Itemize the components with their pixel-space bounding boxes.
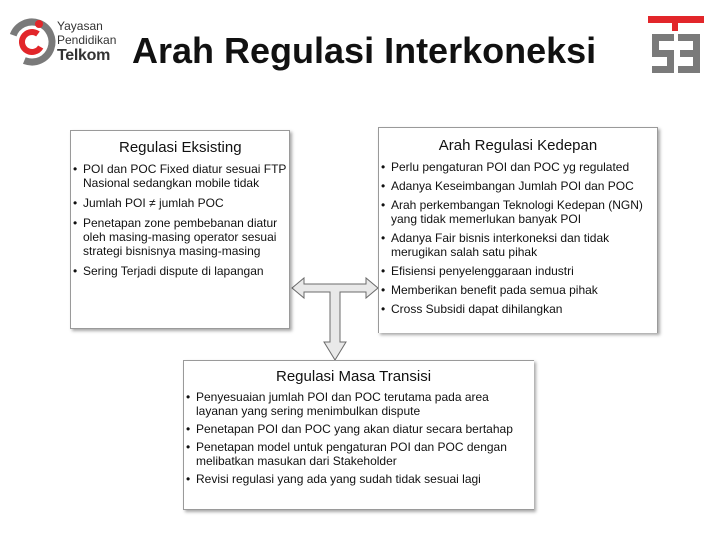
list-item: • POI dan POC Fixed diatur sesuai FTP Nasional sedangkan mobile tidak <box>71 162 289 190</box>
list-item: • Arah perkembangan Teknologi Kedepan (NGN) yang tidak memerlukan banyak POI <box>379 198 657 226</box>
list-item: • Adanya Fair bisnis interkoneksi dan tidak merugikan salah satu pihak <box>379 231 657 259</box>
future-regulation-title: Arah Regulasi Kedepan <box>438 137 598 154</box>
list-item: • Cross Subsidi dapat dihilangkan <box>379 302 657 316</box>
transition-regulation-box <box>183 360 534 510</box>
transition-regulation-title: Regulasi Masa Transisi <box>276 368 432 385</box>
connector-arrows-icon <box>290 276 380 362</box>
list-item: • Perlu pengaturan POI dan POC yg regulated <box>379 160 657 174</box>
existing-regulation-box <box>70 130 290 329</box>
list-item: • Memberikan benefit pada semua pihak <box>379 283 657 297</box>
future-regulation-list <box>379 160 657 316</box>
list-item: • Sering Terjadi dispute di lapangan <box>71 264 289 278</box>
list-item: • Adanya Keseimbangan Jumlah POI dan POC <box>379 179 657 193</box>
logo-line-3: Telkom <box>57 47 111 64</box>
list-item: • Efisiensi penyelenggaraan industri <box>379 264 657 278</box>
list-item: • Penetapan zone pembebanan diatur oleh masing-masing operator sesuai strategi bisnisnya masing-masing <box>71 216 289 258</box>
list-item: • Penetapan POI dan POC yang akan diatur secara bertahap <box>184 422 534 436</box>
existing-regulation-list <box>71 162 289 278</box>
logo-line-1: Yayasan <box>57 19 103 33</box>
list-item: • Penetapan model untuk pengaturan POI dan POC dengan melibatkan masukan dari Stakeholder <box>184 440 534 468</box>
transition-regulation-list <box>184 390 534 486</box>
future-regulation-box <box>378 127 658 333</box>
list-item: • Penyesuaian jumlah POI dan POC terutama pada area layanan yang sering menimbulkan dispute <box>184 390 534 418</box>
slide-title: Arah Regulasi Interkoneksi <box>132 30 597 71</box>
university-emblem-icon <box>644 14 706 78</box>
list-item: • Revisi regulasi yang ada yang sudah tidak sesuai lagi <box>184 472 534 486</box>
list-item: • Jumlah POI ≠ jumlah POC <box>71 196 289 210</box>
existing-regulation-title: Regulasi Eksisting <box>119 139 242 156</box>
logo-line-2: Pendidikan <box>57 33 117 47</box>
